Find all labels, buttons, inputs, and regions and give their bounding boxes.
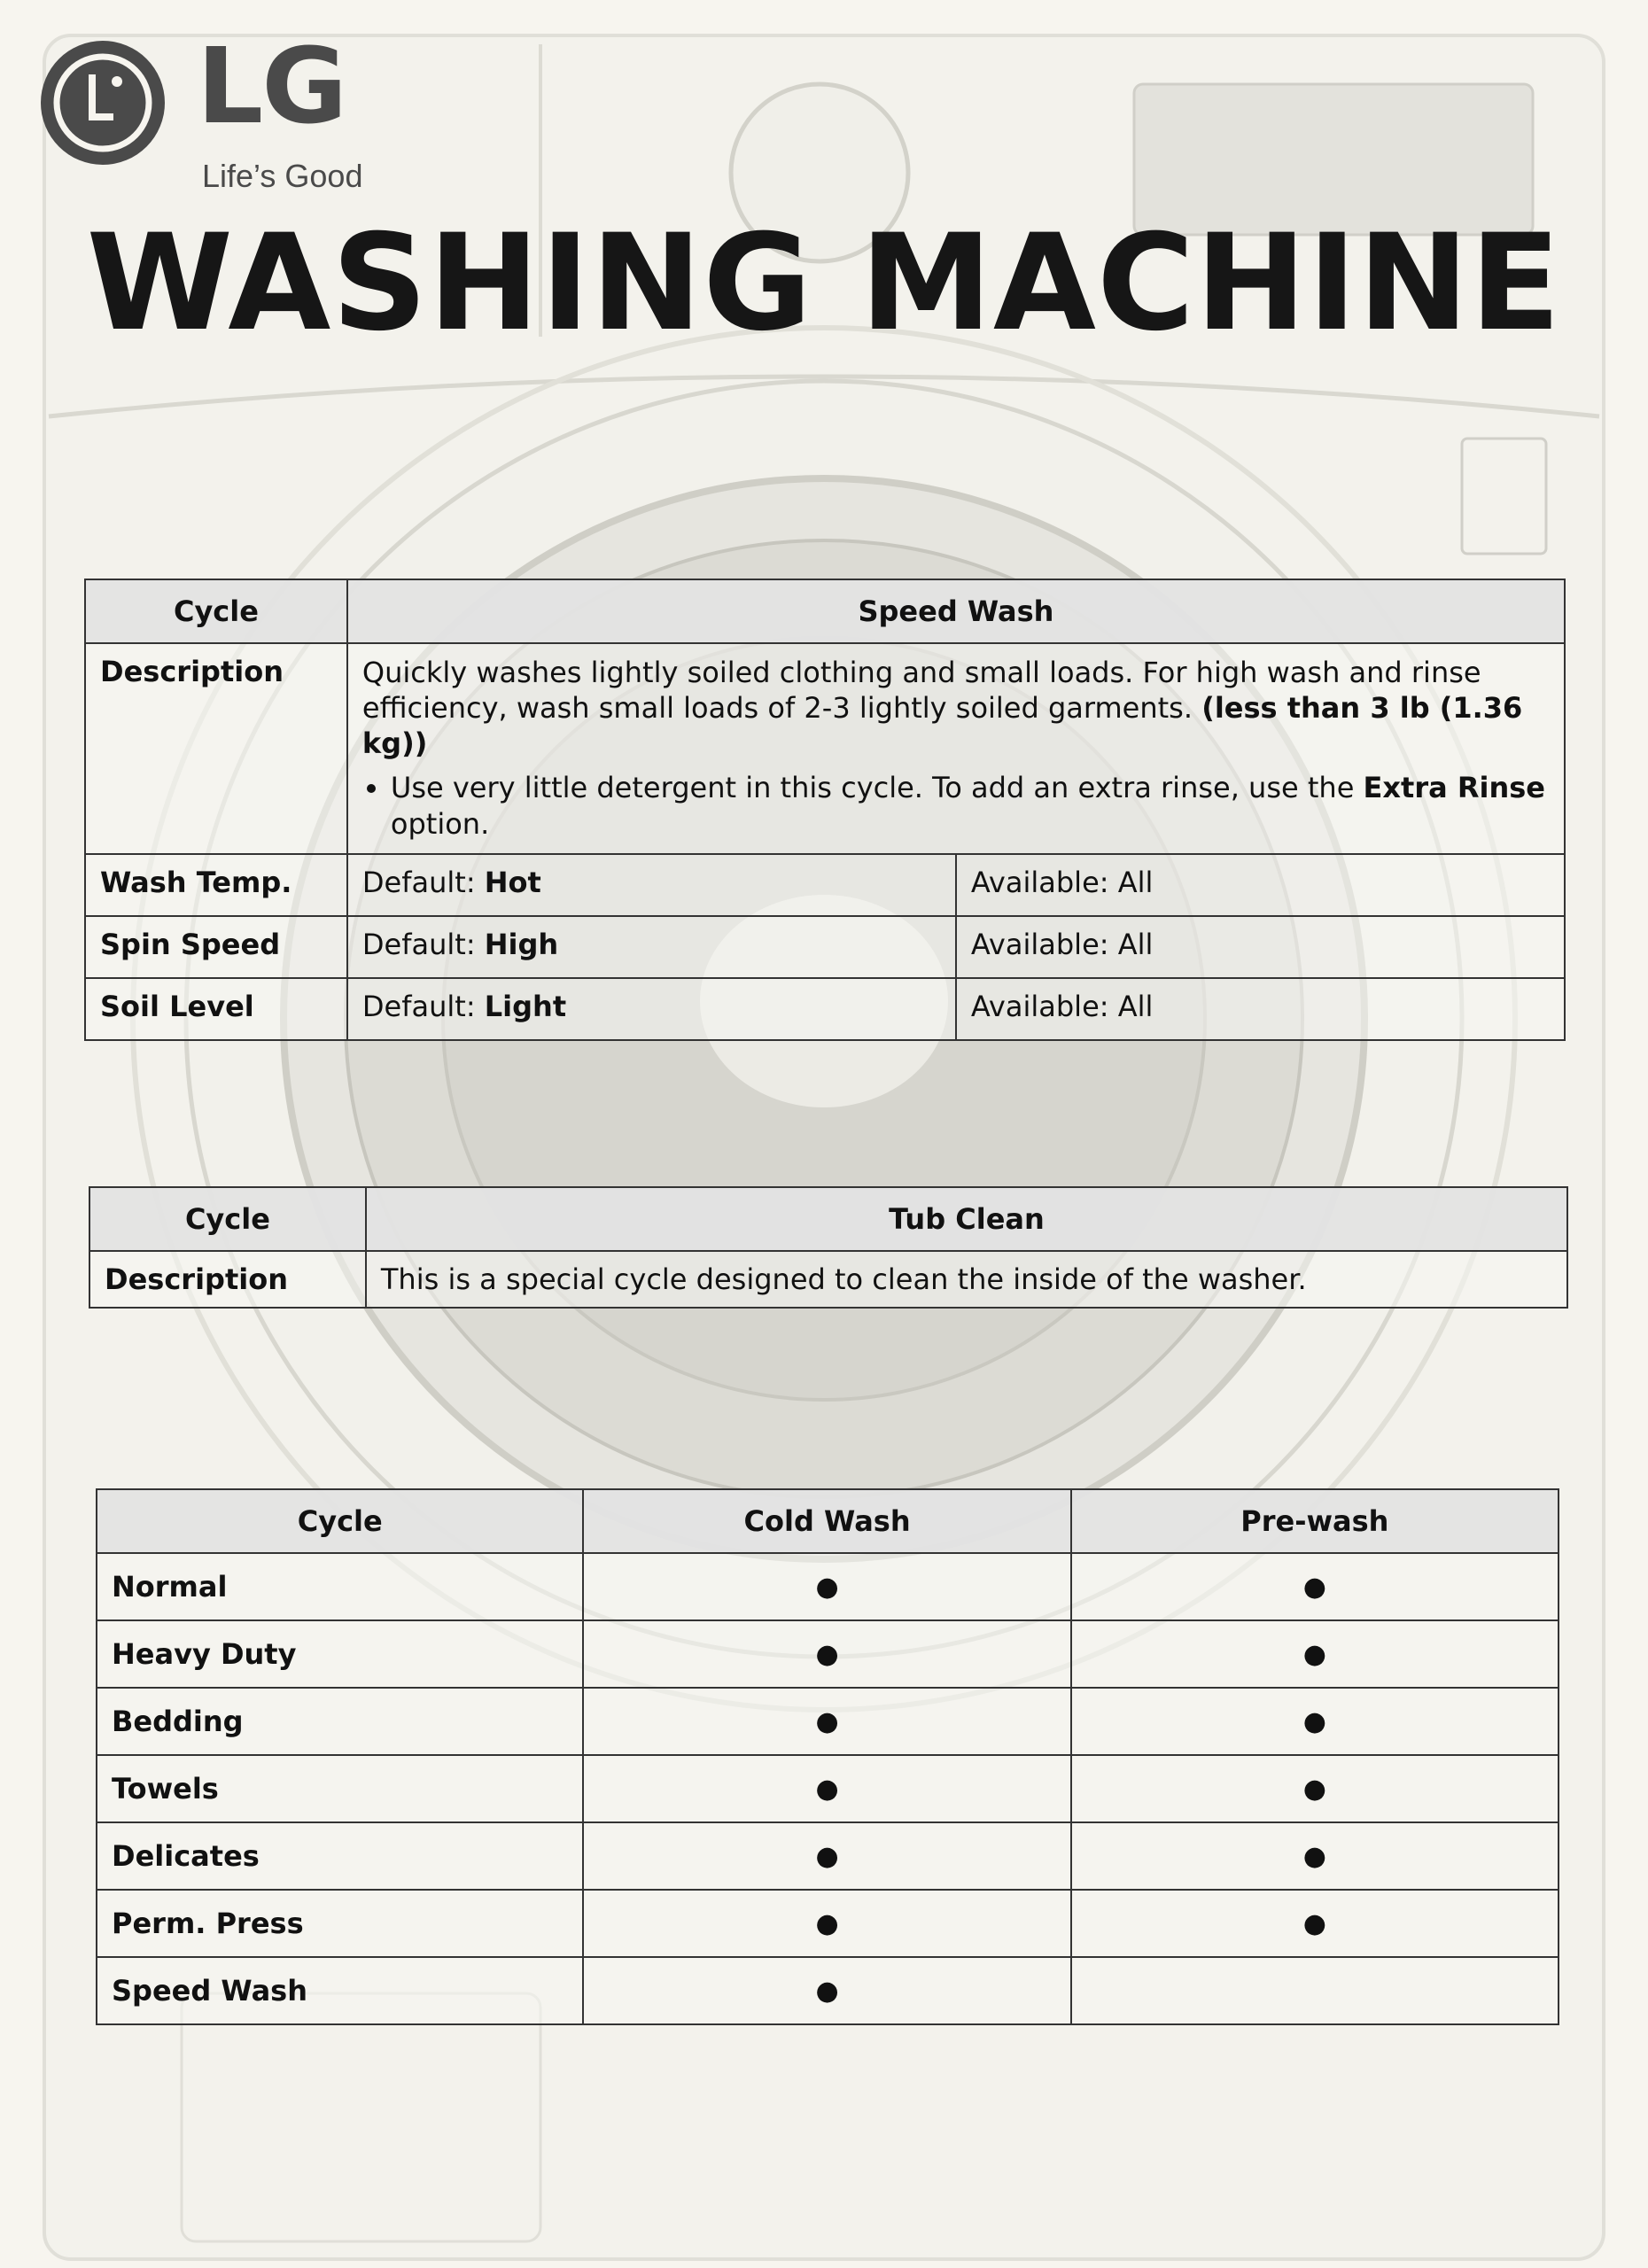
pre-wash-dot: ●	[1071, 1755, 1559, 1822]
description-row	[89, 1251, 1567, 1308]
bullet-bold-text: Extra Rinse	[1363, 771, 1545, 804]
bullet-text: Use very little detergent in this cycle. To add an extra rinse, use the	[390, 771, 1355, 804]
lg-wordmark: LG	[197, 25, 346, 147]
row-label: Spin Speed	[85, 916, 347, 978]
pre-wash-dot: ●	[1071, 1822, 1559, 1890]
cold-wash-dot: ●	[583, 1755, 1070, 1822]
page-title: WASHING MACHINE	[86, 206, 1562, 361]
table-row	[97, 1620, 1559, 1688]
default-cell	[347, 978, 956, 1040]
cold-wash-dot: ●	[583, 1553, 1070, 1620]
available-cell: Available: All	[956, 978, 1565, 1040]
table-row	[97, 1822, 1559, 1890]
description-load-limit: (less than 3 lb (1.36 kg))	[361, 691, 1523, 760]
default-prefix: Default:	[361, 927, 476, 961]
cold-wash-dot: ●	[583, 1957, 1070, 2024]
pre-wash-dot: ●	[1071, 1620, 1559, 1688]
cycle-header: Cycle	[97, 1489, 583, 1553]
default-cell	[347, 854, 956, 916]
cycle-name: Normal	[97, 1553, 583, 1620]
available-cell: Available: All	[956, 854, 1565, 916]
cold-wash-dot: ●	[583, 1688, 1070, 1755]
row-label: Wash Temp.	[85, 854, 347, 916]
table-row	[97, 1890, 1559, 1957]
description-cell: This is a special cycle designed to clean the inside of the washer.	[366, 1251, 1567, 1308]
cycle-name: Speed Wash	[97, 1957, 583, 2024]
pre-wash-dot: ●	[1071, 1553, 1559, 1620]
pre-wash-header: Pre-wash	[1071, 1489, 1559, 1553]
brand-tagline: Life’s Good	[202, 158, 363, 194]
pre-wash-dot: ●	[1071, 1688, 1559, 1755]
default-value: Light	[484, 989, 567, 1023]
description-label: Description	[85, 643, 347, 854]
table-row	[97, 1553, 1559, 1620]
description-label: Description	[89, 1251, 366, 1308]
cold-wash-dot: ●	[583, 1890, 1070, 1957]
cycle-options-table	[96, 1488, 1559, 2025]
lg-logo-icon	[41, 41, 165, 165]
cold-wash-dot: ●	[583, 1822, 1070, 1890]
table-row	[97, 1957, 1559, 2024]
row-label: Soil Level	[85, 978, 347, 1040]
description-row	[85, 643, 1565, 854]
pre-wash-dot	[1071, 1957, 1559, 2024]
default-value: Hot	[484, 865, 541, 899]
table-row	[85, 854, 1565, 916]
tub-clean-header: Tub Clean	[366, 1187, 1567, 1251]
description-paragraph	[362, 655, 1550, 761]
table-row	[85, 916, 1565, 978]
table-row	[85, 978, 1565, 1040]
default-prefix: Default:	[361, 865, 476, 899]
speed-wash-table	[84, 579, 1566, 1041]
default-value: High	[484, 927, 559, 961]
description-cell	[347, 643, 1565, 854]
description-text: Quickly washes lightly soiled clothing and small loads. For high wash and rinse efficiency, wash small loads of 2-3 lightly soiled garments.	[361, 656, 1481, 725]
default-cell	[347, 916, 956, 978]
cycle-name: Perm. Press	[97, 1890, 583, 1957]
table-row	[97, 1755, 1559, 1822]
cycle-name: Bedding	[97, 1688, 583, 1755]
cycle-header: Cycle	[85, 579, 347, 643]
table-header-row	[89, 1187, 1567, 1251]
description-bullet-list	[362, 770, 1550, 843]
cycle-name: Delicates	[97, 1822, 583, 1890]
table-header-row	[85, 579, 1565, 643]
lg-logo	[41, 25, 395, 209]
speed-wash-header: Speed Wash	[347, 579, 1565, 643]
available-cell: Available: All	[956, 916, 1565, 978]
table-row	[97, 1688, 1559, 1755]
cycle-name: Heavy Duty	[97, 1620, 583, 1688]
cycle-name: Towels	[97, 1755, 583, 1822]
tub-clean-table	[89, 1186, 1568, 1309]
description-bullet	[391, 770, 1550, 843]
cycle-header: Cycle	[89, 1187, 366, 1251]
table-header-row	[97, 1489, 1559, 1553]
default-prefix: Default:	[361, 989, 476, 1023]
cold-wash-dot: ●	[583, 1620, 1070, 1688]
cold-wash-header: Cold Wash	[583, 1489, 1070, 1553]
bullet-end-text: option.	[390, 806, 490, 841]
pre-wash-dot: ●	[1071, 1890, 1559, 1957]
